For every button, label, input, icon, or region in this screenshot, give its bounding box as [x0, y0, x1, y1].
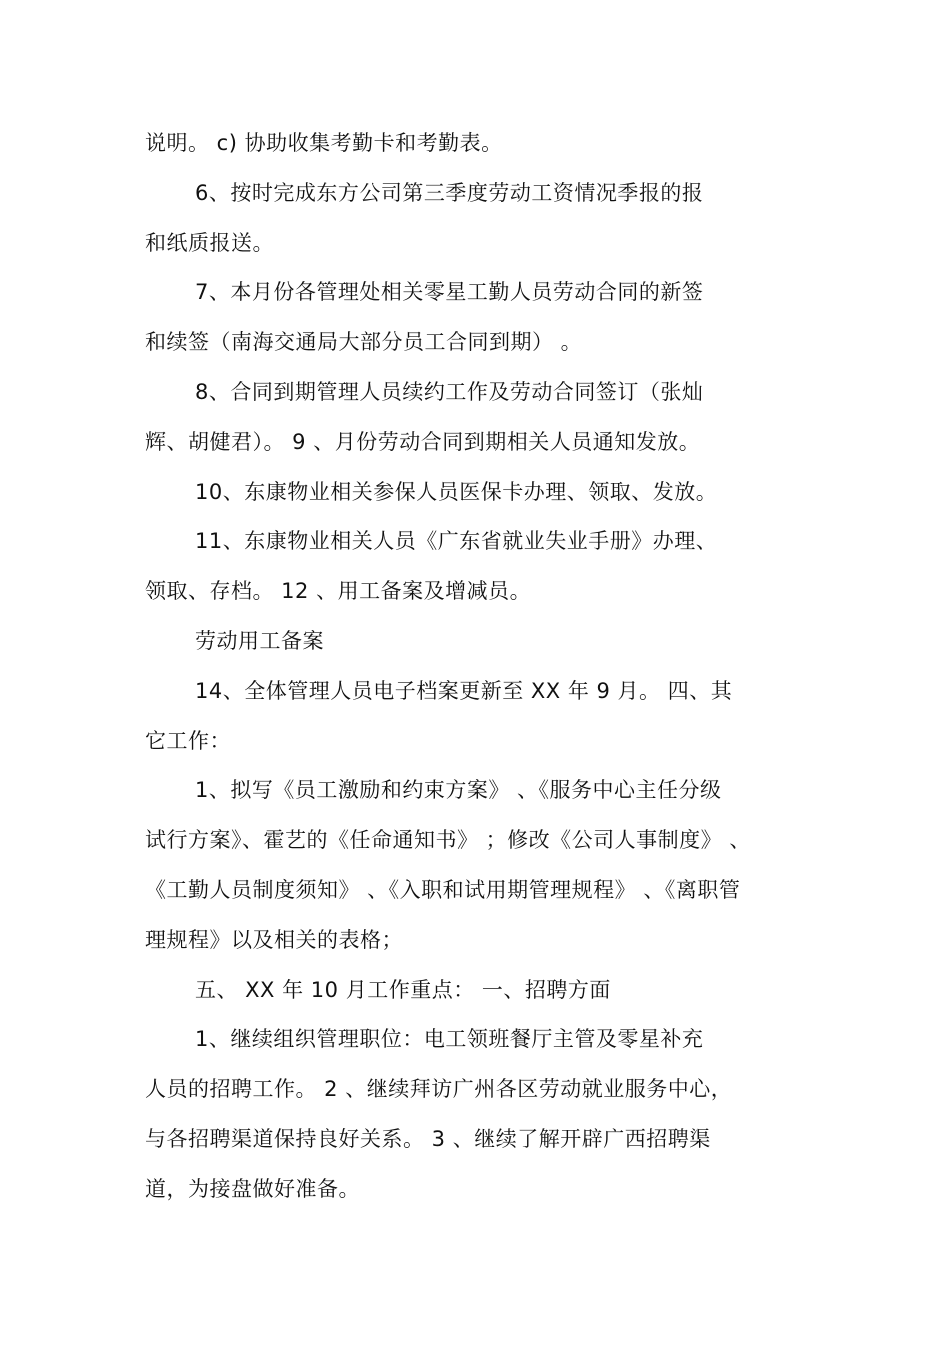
text-line-21: 与各招聘渠道保持良好关系。 3 、继续了解开辟广西招聘渠	[145, 1127, 711, 1151]
text-line-6: 8、合同到期管理人员续约工作及劳动合同签订（张灿	[195, 380, 704, 404]
text-line-8: 10、东康物业相关参保人员医保卡办理、领取、发放。	[195, 480, 718, 504]
text-line-9: 11、东康物业相关人员《广东省就业失业手册》办理、	[195, 529, 718, 553]
text-line-4: 7、本月份各管理处相关零星工勤人员劳动合同的新签	[195, 280, 704, 304]
text-line-5: 和续签（南海交通局大部分员工合同到期） 。	[145, 330, 583, 354]
text-line-22: 道，为接盘做好准备。	[145, 1177, 360, 1201]
text-line-15: 试行方案》、霍艺的《任命通知书》 ；修改《公司人事制度》 、	[145, 828, 751, 852]
text-line-2: 6、按时完成东方公司第三季度劳动工资情况季报的报	[195, 181, 704, 205]
text-line-18: 五、 XX 年 10 月工作重点： 一、招聘方面	[195, 978, 611, 1002]
text-line-3: 和纸质报送。	[145, 231, 274, 255]
text-line-7: 辉、胡健君）。 9 、月份劳动合同到期相关人员通知发放。	[145, 430, 701, 454]
text-line-12: 14、全体管理人员电子档案更新至 XX 年 9 月。 四、其	[195, 679, 733, 703]
text-line-20: 人员的招聘工作。 2 、继续拜访广州各区劳动就业服务中心，	[145, 1077, 733, 1101]
text-line-16: 《工勤人员制度须知》 、《入职和试用期管理规程》 、《离职管	[145, 878, 741, 902]
text-line-1: 说明。 c) 协助收集考勤卡和考勤表。	[145, 131, 503, 155]
text-line-11: 劳动用工备案	[195, 629, 324, 653]
text-line-14: 1、拟写《员工激励和约束方案》 、《服务中心主任分级	[195, 778, 722, 802]
text-line-17: 理规程》以及相关的表格；	[145, 928, 403, 952]
text-line-10: 领取、存档。 12 、用工备案及增减员。	[145, 579, 532, 603]
text-line-13: 它工作：	[145, 729, 231, 753]
text-line-19: 1、继续组织管理职位：电工领班餐厅主管及零星补充	[195, 1027, 704, 1051]
